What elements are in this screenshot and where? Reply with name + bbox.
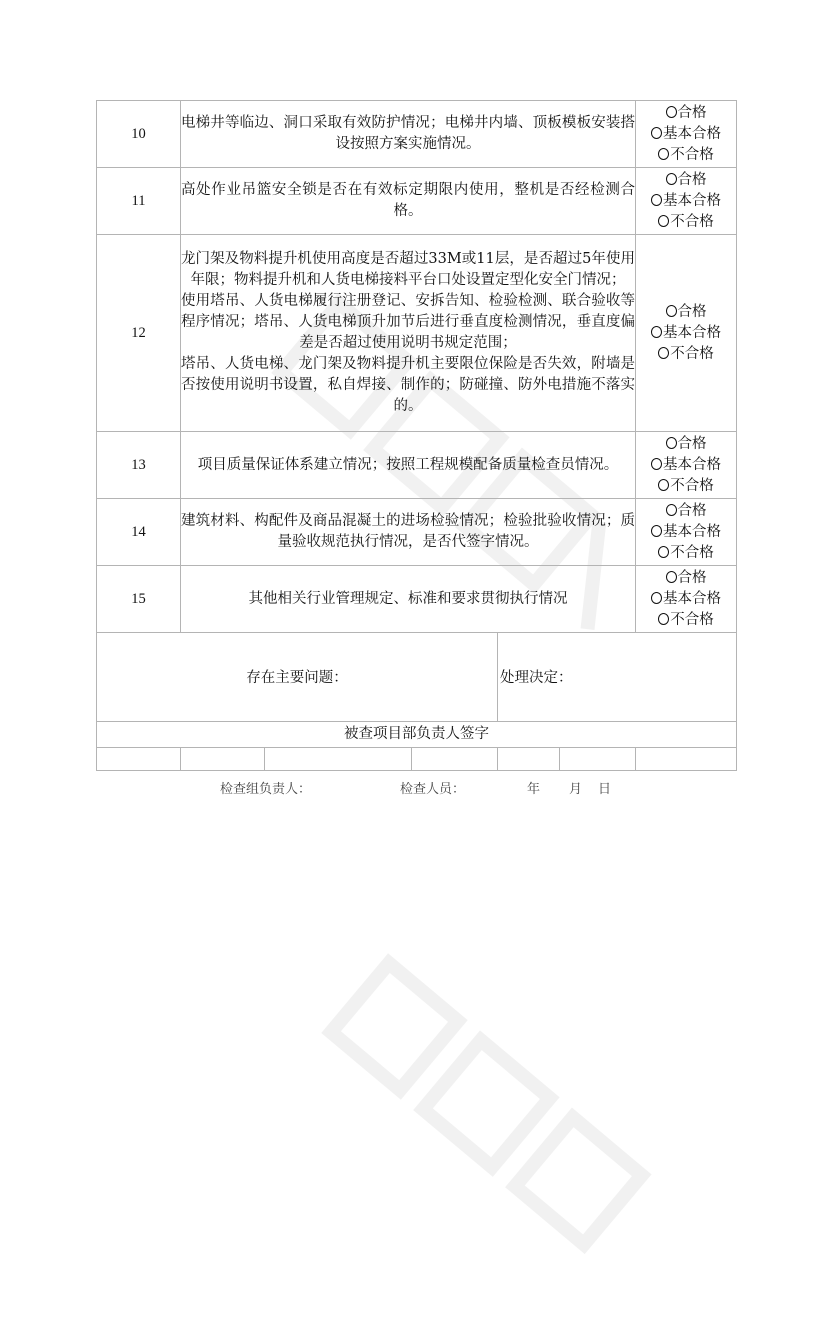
radio-circle-icon[interactable] (658, 347, 669, 359)
result-options (636, 566, 737, 633)
signature-blank[interactable] (97, 748, 181, 771)
result-option-label: 基本合格 (663, 523, 722, 540)
inspection-row (97, 168, 737, 235)
result-option-label: 基本合格 (663, 192, 722, 209)
row-check-item (181, 432, 636, 499)
signature-blank-row (97, 748, 737, 771)
inspection-row (97, 235, 737, 432)
result-option-label: 基本合格 (663, 324, 722, 341)
result-options (636, 168, 737, 235)
result-option[interactable] (636, 145, 736, 166)
signature-blank[interactable] (412, 748, 498, 771)
result-options (636, 235, 737, 432)
result-options (636, 432, 737, 499)
radio-circle-icon[interactable] (651, 194, 662, 206)
result-option-label: 不合格 (670, 544, 714, 561)
footer-year: 年 (527, 782, 541, 797)
row-check-item (181, 101, 636, 168)
row-number: 15 (97, 566, 181, 633)
result-option-label: 基本合格 (663, 125, 722, 142)
radio-circle-icon[interactable] (666, 571, 677, 583)
result-option[interactable] (636, 124, 736, 145)
signature-label: 被查项目部负责人签字 (97, 722, 737, 748)
radio-circle-icon[interactable] (651, 592, 662, 604)
result-option[interactable] (636, 302, 736, 323)
radio-circle-icon[interactable] (658, 546, 669, 558)
row-number: 14 (97, 499, 181, 566)
result-option[interactable] (636, 589, 736, 610)
check-item-text: 其他相关行业管理规定、标准和要求贯彻执行情况 (248, 590, 568, 607)
footer-day: 日 (598, 782, 612, 797)
row-check-item (181, 566, 636, 633)
check-item-text: 塔吊、人货电梯、龙门架及物料提升机主要限位保险是否失效，附墙是否按使用说明书设置，私自焊接、制作的；防碰撞、防外电措施不落实的。 (181, 356, 636, 414)
check-item-text: 高处作业吊篮安全锁是否在有效标定期限内使用，整机是否经检测合格。 (181, 182, 636, 219)
radio-circle-icon[interactable] (651, 326, 662, 338)
row-check-item (181, 168, 636, 235)
check-item-text: 电梯井等临边、洞口采取有效防护情况；电梯井内墙、顶板模板安装搭设按照方案实施情况。 (181, 115, 636, 152)
inspection-row (97, 566, 737, 633)
result-option-label: 合格 (677, 303, 707, 320)
row-number: 11 (97, 168, 181, 235)
inspection-row (97, 499, 737, 566)
radio-circle-icon[interactable] (666, 437, 677, 449)
check-item-text: 使用塔吊、人货电梯履行注册登记、安拆告知、检验检测、联合验收等程序情况；塔吊、人货电梯顶升加节后进行垂直度检测情况，垂直度偏差是否超过使用说明书规定范围； (181, 293, 636, 351)
result-option-label: 不合格 (670, 477, 714, 494)
result-option[interactable] (636, 610, 736, 631)
result-option[interactable] (636, 212, 736, 233)
signature-blank[interactable] (265, 748, 412, 771)
row-check-item (181, 499, 636, 566)
radio-circle-icon[interactable] (658, 215, 669, 227)
result-option-label: 合格 (677, 104, 707, 121)
result-option-label: 合格 (677, 171, 707, 188)
problems-label: 存在主要问题： (246, 670, 348, 686)
result-option[interactable] (636, 501, 736, 522)
problems-cell[interactable] (97, 633, 498, 722)
row-number: 13 (97, 432, 181, 499)
watermark-logo-bottom (304, 941, 716, 1318)
result-option-label: 不合格 (670, 146, 714, 163)
inspection-row (97, 101, 737, 168)
decision-label: 处理决定： (500, 670, 573, 686)
result-option-label: 基本合格 (663, 590, 722, 607)
signature-blank[interactable] (498, 748, 560, 771)
inspection-row (97, 432, 737, 499)
result-option-label: 基本合格 (663, 456, 722, 473)
result-option-label: 合格 (677, 569, 707, 586)
result-option[interactable] (636, 476, 736, 497)
result-option-label: 合格 (677, 435, 707, 452)
footer-inspector: 检查人员： (400, 782, 466, 797)
radio-circle-icon[interactable] (658, 148, 669, 160)
check-item-text: 龙门架及物料提升机使用高度是否超过33M或11层，是否超过5年使用年限；物料提升机和人货电梯接料平台口处设置定型化安全门情况； (181, 251, 636, 288)
result-option[interactable] (636, 522, 736, 543)
result-option[interactable] (636, 191, 736, 212)
footer-month: 月 (569, 782, 583, 797)
radio-circle-icon[interactable] (651, 525, 662, 537)
result-option[interactable] (636, 568, 736, 589)
radio-circle-icon[interactable] (658, 613, 669, 625)
result-option[interactable] (636, 455, 736, 476)
signature-blank[interactable] (560, 748, 636, 771)
result-option[interactable] (636, 323, 736, 344)
signature-blank[interactable] (636, 748, 737, 771)
radio-circle-icon[interactable] (666, 504, 677, 516)
radio-circle-icon[interactable] (651, 127, 662, 139)
result-option-label: 合格 (677, 502, 707, 519)
radio-circle-icon[interactable] (666, 173, 677, 185)
radio-circle-icon[interactable] (666, 106, 677, 118)
radio-circle-icon[interactable] (651, 458, 662, 470)
signature-blank[interactable] (181, 748, 265, 771)
result-option[interactable] (636, 344, 736, 365)
check-item-text: 建筑材料、构配件及商品混凝土的进场检验情况；检验批验收情况；质量验收规范执行情况，是否代签字情况。 (181, 513, 636, 550)
result-option-label: 不合格 (670, 611, 714, 628)
result-options (636, 101, 737, 168)
check-item-text: 项目质量保证体系建立情况；按照工程规模配备质量检查员情况。 (197, 456, 619, 473)
row-check-item (181, 235, 636, 432)
footer-leader: 检查组负责人： (220, 782, 312, 797)
row-number: 12 (97, 235, 181, 432)
result-option-label: 不合格 (670, 213, 714, 230)
result-option[interactable] (636, 434, 736, 455)
decision-cell[interactable] (498, 633, 737, 722)
result-option-label: 不合格 (670, 345, 714, 362)
result-options (636, 499, 737, 566)
result-option[interactable] (636, 170, 736, 191)
result-option[interactable] (636, 543, 736, 564)
radio-circle-icon[interactable] (666, 305, 677, 317)
radio-circle-icon[interactable] (658, 479, 669, 491)
result-option[interactable] (636, 103, 736, 124)
row-number: 10 (97, 101, 181, 168)
inspection-table (96, 100, 737, 771)
